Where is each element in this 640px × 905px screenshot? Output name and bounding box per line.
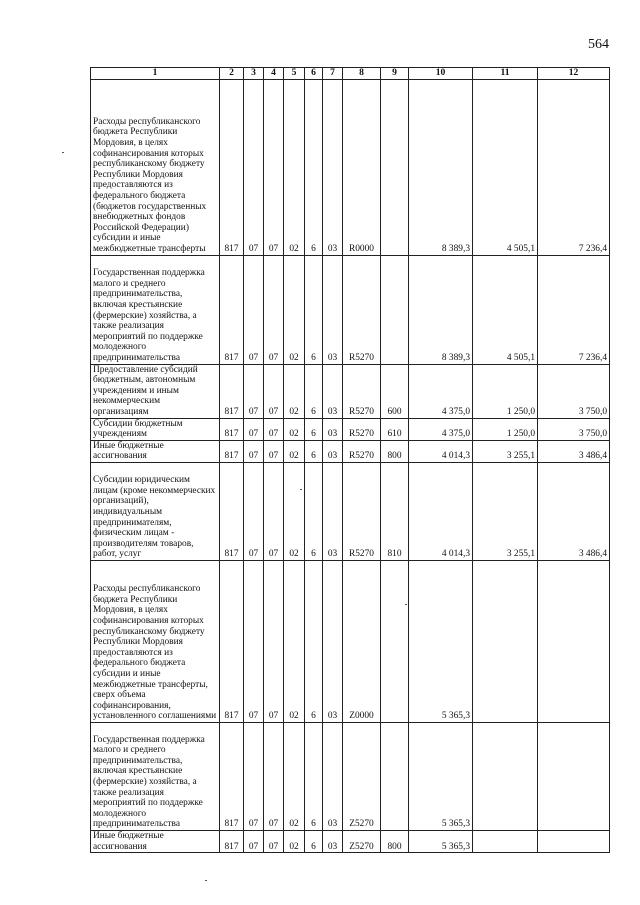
col-header: 7 xyxy=(323,68,343,80)
expense-type-cell: 800 xyxy=(381,830,409,852)
amount-cell: 1 250,0 xyxy=(473,418,538,440)
direction-cell: R0000 xyxy=(343,79,381,255)
amount-cell: 3 486,4 xyxy=(538,462,610,560)
amount-cell xyxy=(538,722,610,830)
subprogram-cell: 6 xyxy=(305,440,323,462)
program-cell: 02 xyxy=(284,722,305,830)
program-cell: 02 xyxy=(284,255,305,364)
table-row xyxy=(91,440,610,462)
amount-cell: 3 486,4 xyxy=(538,440,610,462)
subprogram-cell: 6 xyxy=(305,255,323,364)
subsection-cell: 07 xyxy=(264,79,284,255)
direction-cell: R5270 xyxy=(343,255,381,364)
direction-cell: R5270 xyxy=(343,440,381,462)
section-cell: 07 xyxy=(244,440,264,462)
col-header: 6 xyxy=(305,68,323,80)
kgrs-cell: 817 xyxy=(220,440,244,462)
program-cell: 02 xyxy=(284,440,305,462)
section-cell: 07 xyxy=(244,255,264,364)
page-number: 564 xyxy=(588,37,609,52)
subsection-cell: 07 xyxy=(264,364,284,418)
amount-cell: 4 014,3 xyxy=(409,440,473,462)
section-cell: 07 xyxy=(244,79,264,255)
subprogram-cell: 6 xyxy=(305,79,323,255)
col-header: 12 xyxy=(538,68,610,80)
amount-cell: 3 750,0 xyxy=(538,364,610,418)
amount-cell: 5 365,3 xyxy=(409,560,473,722)
amount-cell: 1 250,0 xyxy=(473,364,538,418)
event-cell: 03 xyxy=(323,722,343,830)
amount-cell xyxy=(538,560,610,722)
expense-type-cell xyxy=(381,79,409,255)
expense-type-cell xyxy=(381,560,409,722)
event-cell: 03 xyxy=(323,364,343,418)
expense-type-cell: 800 xyxy=(381,440,409,462)
event-cell: 03 xyxy=(323,560,343,722)
table-row xyxy=(91,255,610,364)
col-header: 5 xyxy=(284,68,305,80)
expense-type-cell: 610 xyxy=(381,418,409,440)
table-row xyxy=(91,830,610,852)
table-row xyxy=(91,462,610,560)
kgrs-cell: 817 xyxy=(220,462,244,560)
col-header: 11 xyxy=(473,68,538,80)
section-cell: 07 xyxy=(244,722,264,830)
col-header: 4 xyxy=(264,68,284,80)
col-header: 8 xyxy=(343,68,381,80)
amount-cell xyxy=(473,560,538,722)
direction-cell: Z0000 xyxy=(343,560,381,722)
program-cell: 02 xyxy=(284,560,305,722)
subsection-cell: 07 xyxy=(264,560,284,722)
col-header: 3 xyxy=(244,68,264,80)
col-header: 9 xyxy=(381,68,409,80)
kgrs-cell: 817 xyxy=(220,79,244,255)
kgrs-cell: 817 xyxy=(220,722,244,830)
kgrs-cell: 817 xyxy=(220,830,244,852)
subsection-cell: 07 xyxy=(264,440,284,462)
section-cell: 07 xyxy=(244,830,264,852)
subprogram-cell: 6 xyxy=(305,462,323,560)
direction-cell: Z5270 xyxy=(343,722,381,830)
program-cell: 02 xyxy=(284,418,305,440)
amount-cell: 4 505,1 xyxy=(473,255,538,364)
col-header: 2 xyxy=(220,68,244,80)
row-name-cell: Иные бюджетные ассигнования xyxy=(91,830,220,852)
subprogram-cell: 6 xyxy=(305,418,323,440)
amount-cell: 3 255,1 xyxy=(473,462,538,560)
table-row xyxy=(91,418,610,440)
expense-type-cell xyxy=(381,255,409,364)
event-cell: 03 xyxy=(323,440,343,462)
row-name-cell: Субсидии бюджетным учреждениям xyxy=(91,418,220,440)
amount-cell: 3 750,0 xyxy=(538,418,610,440)
expense-type-cell xyxy=(381,722,409,830)
subsection-cell: 07 xyxy=(264,255,284,364)
direction-cell: R5270 xyxy=(343,418,381,440)
amount-cell: 4 014,3 xyxy=(409,462,473,560)
amount-cell: 5 365,3 xyxy=(409,830,473,852)
event-cell: 03 xyxy=(323,79,343,255)
row-name-cell: Предоставление субсидий бюджетным, автономным учреждениям и иным некоммерческим организациям xyxy=(91,364,220,418)
table-body xyxy=(91,79,610,853)
event-cell: 03 xyxy=(323,462,343,560)
subsection-cell: 07 xyxy=(264,418,284,440)
amount-cell: 4 375,0 xyxy=(409,418,473,440)
table-row xyxy=(91,722,610,830)
subprogram-cell: 6 xyxy=(305,364,323,418)
col-header: 1 xyxy=(91,68,220,80)
kgrs-cell: 817 xyxy=(220,364,244,418)
kgrs-cell: 817 xyxy=(220,418,244,440)
amount-cell: 7 236,4 xyxy=(538,255,610,364)
table-row xyxy=(91,79,610,255)
row-name-cell: Расходы республиканского бюджета Республики Мордовия, в целях софинансирования которых республиканскому бюджету Республики Мордовия предоставляются из федерального бюджета субсидии и иные межбюджетные трансферты, сверх объема софинансирования, установленного соглашениями xyxy=(91,560,220,722)
section-cell: 07 xyxy=(244,418,264,440)
budget-table xyxy=(90,67,610,853)
program-cell: 02 xyxy=(284,364,305,418)
table-header-row xyxy=(91,68,610,80)
table-row xyxy=(91,364,610,418)
row-name-cell: Расходы республиканского бюджета Республики Мордовия, в целях софинансирования которых республиканскому бюджету Республики Мордовия предоставляются из федерального бюджета (бюджетов государственных внебюджетных фондов Российской Федерации) субсидии и иные межбюджетные трансферты xyxy=(91,79,220,255)
direction-cell: R5270 xyxy=(343,364,381,418)
row-name-cell: Государственная поддержка малого и среднего предпринимательства, включая крестьянские (фермерские) хозяйства, а также реализация мероприятий по поддержке молодежного предпринимательства xyxy=(91,722,220,830)
amount-cell: 8 389,3 xyxy=(409,79,473,255)
row-name-cell: Субсидии юридическим лицам (кроме некоммерческих организаций), индивидуальным предпринимателям, физическим лицам - производителям товаров, работ, услуг xyxy=(91,462,220,560)
amount-cell xyxy=(473,830,538,852)
section-cell: 07 xyxy=(244,364,264,418)
kgrs-cell: 817 xyxy=(220,560,244,722)
subprogram-cell: 6 xyxy=(305,722,323,830)
col-header: 10 xyxy=(409,68,473,80)
subsection-cell: 07 xyxy=(264,462,284,560)
program-cell: 02 xyxy=(284,462,305,560)
amount-cell: 4 505,1 xyxy=(473,79,538,255)
amount-cell xyxy=(473,722,538,830)
subsection-cell: 07 xyxy=(264,830,284,852)
event-cell: 03 xyxy=(323,830,343,852)
amount-cell: 5 365,3 xyxy=(409,722,473,830)
row-name-cell: Иные бюджетные ассигнования xyxy=(91,440,220,462)
amount-cell: 4 375,0 xyxy=(409,364,473,418)
event-cell: 03 xyxy=(323,418,343,440)
section-cell: 07 xyxy=(244,462,264,560)
table-row xyxy=(91,560,610,722)
subsection-cell: 07 xyxy=(264,722,284,830)
event-cell: 03 xyxy=(323,255,343,364)
subprogram-cell: 6 xyxy=(305,560,323,722)
expense-type-cell: 600 xyxy=(381,364,409,418)
subprogram-cell: 6 xyxy=(305,830,323,852)
program-cell: 02 xyxy=(284,830,305,852)
amount-cell xyxy=(538,830,610,852)
section-cell: 07 xyxy=(244,560,264,722)
amount-cell: 3 255,1 xyxy=(473,440,538,462)
program-cell: 02 xyxy=(284,79,305,255)
kgrs-cell: 817 xyxy=(220,255,244,364)
amount-cell: 7 236,4 xyxy=(538,79,610,255)
amount-cell: 8 389,3 xyxy=(409,255,473,364)
expense-type-cell: 810 xyxy=(381,462,409,560)
direction-cell: R5270 xyxy=(343,462,381,560)
direction-cell: Z5270 xyxy=(343,830,381,852)
row-name-cell: Государственная поддержка малого и среднего предпринимательства, включая крестьянские (фермерские) хозяйства, а также реализация мероприятий по поддержке молодежного предпринимательства xyxy=(91,255,220,364)
